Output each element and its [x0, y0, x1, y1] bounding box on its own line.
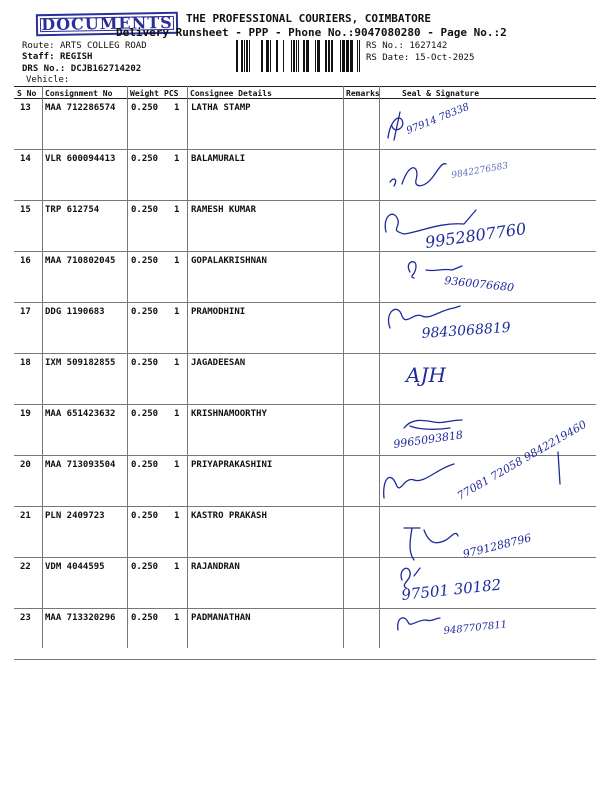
signature-phone: 9791288796 [461, 531, 533, 561]
cell-consignment: TRP 612754 [45, 205, 100, 215]
barcode-bars [236, 40, 360, 72]
barcode-bar [270, 40, 271, 72]
cell-consignment: MAA 713320296 [45, 613, 116, 623]
cell-consignment: PLN 2409723 [45, 511, 105, 521]
row-separator [14, 659, 596, 660]
signature-row-17 [389, 306, 512, 342]
signature-row-20 [384, 418, 589, 503]
cell-weight: 0.250 [131, 256, 159, 266]
cell-consignee: LATHA STAMP [191, 103, 251, 113]
cell-sno: 14 [20, 154, 31, 164]
cell-sno: 16 [20, 256, 31, 266]
header-pcs: PCS [164, 89, 179, 98]
cell-weight: 0.250 [131, 409, 159, 419]
barcode-bar [340, 40, 341, 72]
cell-consignee: PADMANATHAN [191, 613, 251, 623]
signature-stroke [390, 164, 446, 186]
cell-sno: 21 [20, 511, 31, 521]
barcode-bar [283, 40, 284, 72]
barcode-bar [298, 40, 299, 72]
cell-consignee: KASTRO PRAKASH [191, 511, 267, 521]
cell-pcs: 1 [174, 613, 180, 623]
cell-sno: 23 [20, 613, 31, 623]
staff-label: Staff: [22, 52, 55, 62]
stamp-text: DOCUMENTS [41, 12, 173, 35]
header-consignee: Consignee Details [190, 89, 272, 98]
cell-sno: 17 [20, 307, 31, 317]
rs-date [366, 53, 474, 63]
signature-phone: 9360076680 [443, 274, 515, 295]
cell-sno: 15 [20, 205, 31, 215]
col-divider-pcs [187, 86, 188, 648]
barcode-bar [244, 40, 245, 72]
header-sno: S No [17, 89, 37, 98]
cell-consignee: PRAMODHINI [191, 307, 246, 317]
signature-phone: AJH [406, 363, 446, 387]
runsheet-title: Delivery Runsheet - PPP - Phone No.:9047080280 - Page No.:2 [116, 26, 507, 39]
cell-consignee: BALAMURALI [191, 154, 246, 164]
header-remarks: Remarks [346, 89, 380, 98]
barcode-bar [266, 40, 269, 72]
barcode-bar [249, 40, 250, 72]
vehicle-line [26, 75, 69, 86]
cell-consignment: MAA 712286574 [45, 103, 116, 113]
col-divider-consignee [343, 86, 344, 648]
signature-row-18 [404, 363, 446, 387]
cell-consignee: JAGADEESAN [191, 358, 246, 368]
header-weight: Weight [130, 89, 159, 98]
signature-stroke [398, 618, 440, 630]
cell-sno: 13 [20, 103, 31, 113]
cell-weight: 0.250 [131, 511, 159, 521]
cell-weight: 0.250 [131, 205, 159, 215]
rs-no-value: 1627142 [409, 41, 448, 51]
cell-weight: 0.250 [131, 613, 159, 623]
cell-consignment: MAA 651423632 [45, 409, 116, 419]
cell-pcs: 1 [174, 103, 180, 113]
barcode-bar [350, 40, 353, 72]
cell-consignment: VLR 600094413 [45, 154, 116, 164]
signature-row-22 [401, 568, 503, 604]
signature-row-21 [404, 528, 533, 561]
rs-number [366, 41, 447, 51]
drs-line [22, 64, 141, 75]
barcode-bar [331, 40, 333, 72]
company-name: THE PROFESSIONAL COURIERS, COIMBATORE [186, 12, 432, 25]
signature-row-19 [393, 420, 464, 451]
cell-consignee: RAMESH KUMAR [191, 205, 257, 215]
cell-sno: 22 [20, 562, 31, 572]
route-value: ARTS COLLEG ROAD [59, 41, 147, 51]
signature-row-14 [390, 161, 509, 186]
signature-phone: 9843068819 [421, 319, 512, 342]
barcode-bar [296, 40, 297, 72]
barcode-bar [276, 40, 278, 72]
signature-stroke [404, 528, 458, 560]
header-signature: Seal & Signature [402, 89, 480, 98]
signature-phone: 9842276583 [450, 161, 509, 181]
cell-pcs: 1 [174, 256, 180, 266]
staff-value: REGISH [59, 52, 93, 62]
barcode-bar [261, 40, 263, 72]
table-top-border [14, 86, 596, 87]
signature-phone: 97501 30182 [400, 575, 503, 604]
cell-weight: 0.250 [131, 562, 159, 572]
route-line [22, 41, 147, 52]
cell-pcs: 1 [174, 562, 180, 572]
route-label: Route: [22, 41, 55, 51]
vehicle-label: Vehicle: [26, 75, 70, 85]
barcode-bar [342, 40, 345, 72]
cell-consignee: PRIYAPRAKASHINI [191, 460, 273, 470]
cell-weight: 0.250 [131, 358, 159, 368]
col-divider-consignment [127, 86, 128, 648]
barcode-bar [303, 40, 305, 72]
signature-area [380, 100, 596, 650]
rs-date-value: 15-Oct-2025 [414, 53, 475, 63]
barcode-bar [246, 40, 248, 72]
cell-pcs: 1 [174, 154, 180, 164]
drs-value: DCJB162714202 [70, 64, 142, 74]
barcode-bar [357, 40, 358, 72]
barcode-bar [325, 40, 327, 72]
cell-pcs: 1 [174, 511, 180, 521]
col-divider-sno [42, 86, 43, 648]
cell-consignment: MAA 713093504 [45, 460, 116, 470]
barcode-bar [291, 40, 292, 72]
cell-sno: 20 [20, 460, 31, 470]
signature-phone: 9952807760 [423, 218, 528, 252]
staff-line [22, 52, 92, 63]
table-header-border [14, 98, 596, 99]
barcode-bar [236, 40, 238, 72]
cell-pcs: 1 [174, 409, 180, 419]
cell-weight: 0.250 [131, 154, 159, 164]
cell-sno: 18 [20, 358, 31, 368]
cell-consignee: GOPALAKRISHNAN [191, 256, 267, 266]
cell-sno: 19 [20, 409, 31, 419]
cell-weight: 0.250 [131, 307, 159, 317]
barcode [236, 40, 362, 72]
signature-phone: 77081 72058 9842219460 [455, 417, 589, 503]
signature-stroke [404, 420, 462, 429]
rs-date-label: RS Date: [366, 53, 410, 63]
barcode-bar [328, 40, 330, 72]
barcode-bar [317, 40, 320, 72]
signature-phone: 9965093818 [392, 428, 464, 451]
cell-pcs: 1 [174, 307, 180, 317]
signature-phone: 97914 78338 [405, 101, 472, 137]
signature-row-16 [408, 262, 514, 295]
cell-pcs: 1 [174, 460, 180, 470]
signature-stroke [388, 112, 403, 140]
barcode-bar [359, 40, 360, 72]
barcode-bar [293, 40, 295, 72]
barcode-bar [241, 40, 243, 72]
signature-phone: 9487707811 [443, 619, 508, 637]
barcode-bar [346, 40, 349, 72]
cell-consignment: VDM 4044595 [45, 562, 105, 572]
barcode-bar [315, 40, 316, 72]
signature-row-23 [398, 618, 508, 637]
cell-pcs: 1 [174, 205, 180, 215]
cell-consignment: IXM 509182855 [45, 358, 116, 368]
header-consignment: Consignment No [45, 89, 113, 98]
signature-row-13 [388, 102, 471, 140]
rs-no-label: RS No.: [366, 41, 404, 51]
cell-consignee: KRISHNAMOORTHY [191, 409, 267, 419]
cell-weight: 0.250 [131, 103, 159, 113]
signature-row-15 [385, 210, 527, 252]
cell-consignment: MAA 710802045 [45, 256, 116, 266]
cell-weight: 0.250 [131, 460, 159, 470]
drs-label: DRS No.: [22, 64, 66, 74]
barcode-bar [306, 40, 309, 72]
cell-pcs: 1 [174, 358, 180, 368]
cell-consignment: DDG 1190683 [45, 307, 105, 317]
cell-consignee: RAJANDRAN [191, 562, 240, 572]
